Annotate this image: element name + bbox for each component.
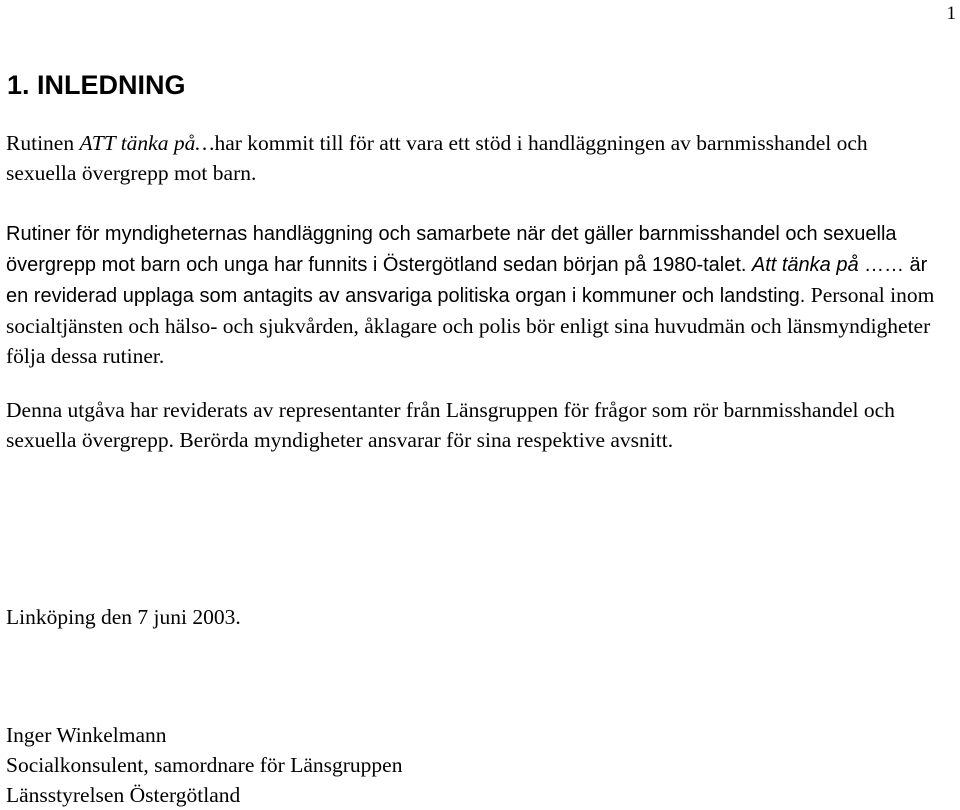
- background-sentence-1: Rutiner för myndigheternas handläggning och samarbete när det gäller barnmisshandel och sexuella övergrepp mot barn och unga har funnits i Östergötland sedan början på 1980-talet.: [6, 223, 897, 276]
- background-paragraph: [6, 218, 946, 371]
- background-title-italic: Att tänka på: [751, 254, 859, 276]
- revision-paragraph: Denna utgåva har reviderats av representanter från Länsgruppen för frågor som rör barnmisshandel och sexuella övergrepp. Berörda myndigheter ansvarar för sina respektive avsnitt.: [6, 398, 895, 452]
- background-sentence-2: …… är en reviderad upplaga som antagits av ansvariga politiska organ i kommuner och landsting.: [6, 254, 928, 307]
- page-number: 1: [946, 3, 956, 24]
- background-sentence-3: Personal inom socialtjänsten och hälso- och sjukvården, åklagare och polis bör enligt sina huvudmän och länsmyndigheter följa dessa rutiner.: [6, 283, 935, 368]
- intro-title-italic: ATT tänka på…: [79, 131, 215, 155]
- intro-text-before: Rutinen: [6, 131, 80, 155]
- signature-name: Inger Winkelmann: [6, 723, 167, 747]
- dateline: Linköping den 7 juni 2003.: [6, 605, 241, 629]
- signature-block: [6, 720, 402, 810]
- section-heading: 1. INLEDNING: [7, 70, 186, 100]
- intro-paragraph: [6, 128, 886, 188]
- signature-title: Socialkonsulent, samordnare för Länsgruppen: [6, 753, 403, 777]
- intro-text-after: har kommit till för att vara ett stöd i handläggningen av barnmisshandel och sexuella övergrepp mot barn.: [6, 131, 868, 185]
- signature-organization: Länsstyrelsen Östergötland: [6, 783, 241, 807]
